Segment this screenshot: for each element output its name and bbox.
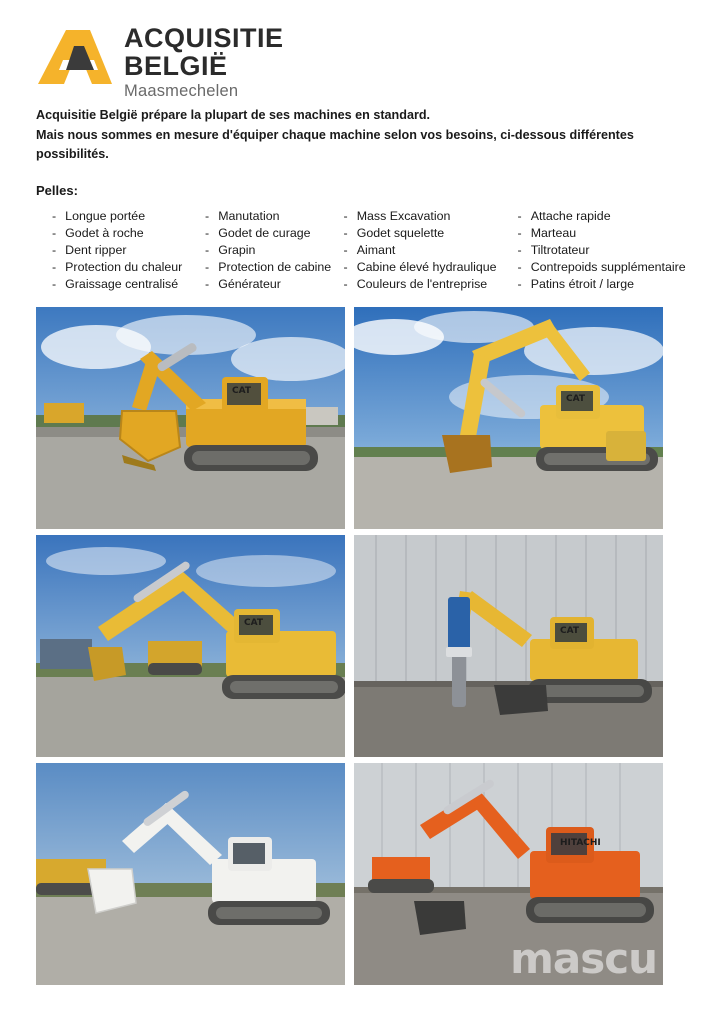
brand-line1: ACQUISITIE [124,23,284,53]
option-cell: Godet à roche [65,226,144,241]
photo-cat-excavator-yellow-front [36,307,345,529]
intro-line-2: Mais nous sommes en mesure d'équiper chaque machine selon vos besoins, ci-dessous différentes possibilités. [36,127,634,162]
option-dash: - [517,243,522,258]
table-row [52,242,702,259]
option-dash: - [205,226,210,241]
option-dash: - [205,260,210,275]
photo-gallery [36,307,691,985]
option-cell: Godet de curage [218,226,311,241]
option-cell: Godet squelette [356,226,445,241]
options-table-body [52,208,702,293]
brand-subtitle: Maasmechelen [124,82,239,100]
option-cell: Contrepoids supplémentaire [530,260,686,275]
option-cell: Couleurs de l'entreprise [356,277,488,292]
document-header [0,0,727,100]
option-cell: Attache rapide [530,209,611,224]
option-dash: - [517,226,522,241]
table-row [52,276,702,293]
option-cell: Mass Excavation [356,209,451,224]
brand-wordmark [124,22,284,100]
option-dash: - [52,226,57,241]
svg-text:CAT: CAT [244,617,264,628]
watermark-text: mascu [510,933,657,983]
option-dash: - [343,209,348,224]
option-cell: Tiltrotateur [530,243,590,258]
option-dash: - [52,277,57,292]
option-cell: Générateur [218,277,281,292]
photo-orange-excavator [354,763,663,985]
intro-line-1: Acquisitie België prépare la plupart de ses machines en standard. [36,108,431,122]
option-dash: - [343,226,348,241]
option-dash: - [517,260,522,275]
option-cell: Protection de cabine [218,260,332,275]
option-dash: - [52,243,57,258]
photo-white-excavator [36,763,345,985]
option-dash: - [205,209,210,224]
acquisitie-a-logo-icon [36,26,114,88]
option-dash: - [205,243,210,258]
option-cell: Marteau [530,226,577,241]
option-dash: - [517,209,522,224]
photo-cat-long-reach-excavator [354,307,663,529]
option-cell: Protection du chaleur [65,260,183,275]
svg-text:CAT: CAT [560,625,580,636]
option-dash: - [343,277,348,292]
option-cell: Grapin [218,243,256,258]
svg-text:CAT: CAT [232,385,252,396]
option-cell: Aimant [356,243,396,258]
table-row [52,208,702,225]
option-cell: Patins étroit / large [530,277,634,292]
option-cell: Manutation [218,209,280,224]
photo-cat-long-boom-excavator [36,535,345,757]
option-dash: - [205,277,210,292]
photo-excavator-hydraulic-hammer [354,535,663,757]
option-cell: Graissage centralisé [65,277,179,292]
option-dash: - [343,260,348,275]
option-cell: Dent ripper [65,243,127,258]
table-row [52,225,702,242]
options-table [52,208,702,293]
option-dash: - [517,277,522,292]
brand-line2: BELGIË [124,51,228,81]
option-cell: Longue portée [65,209,146,224]
svg-text:HITACHI: HITACHI [560,837,601,848]
intro-paragraph [36,106,696,165]
option-dash: - [52,260,57,275]
svg-text:CAT: CAT [566,393,586,404]
section-title-pelles: Pelles: [36,182,78,198]
table-row [52,259,702,276]
option-dash: - [52,209,57,224]
option-dash: - [343,243,348,258]
option-cell: Cabine élevé hydraulique [356,260,497,275]
